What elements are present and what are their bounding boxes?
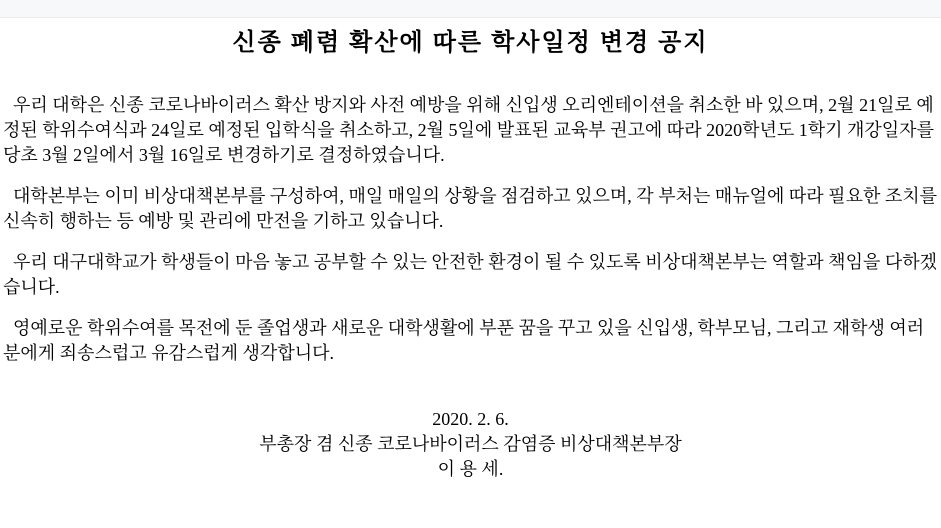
notice-body <box>0 93 941 366</box>
signature-name: 이 용 세. <box>437 459 504 479</box>
signature-title: 부총장 겸 신종 코로나바이러스 감염증 비상대책본부장 <box>259 434 682 454</box>
notice-paragraph: 영예로운 학위수여를 목전에 둔 졸업생과 새로운 대학생활에 부푼 꿈을 꾸고 있을 신입생, 학부모님, 그리고 재학생 여러분에게 죄송스럽고 유감스럽게 생각합니다. <box>3 318 925 363</box>
notice-paragraph: 우리 대구대학교가 학생들이 마음 놓고 공부할 수 있는 안전한 환경이 될 수 있도록 비상대책본부는 역할과 책임을 다하겠습니다. <box>3 252 938 297</box>
notice-title: 신종 폐렴 확산에 따른 학사일정 변경 공지 <box>232 30 709 56</box>
notice-paragraph: 대학본부는 이미 비상대책본부를 구성하여, 매일 매일의 상황을 점검하고 있으며, 각 부처는 매뉴얼에 따라 필요한 조치를 신속히 행하는 등 예방 및 관리에 만전을 기하고 있습니다. <box>3 186 938 231</box>
notice-paragraph: 우리 대학은 신종 코로나바이러스 확산 방지와 사전 예방을 위해 신입생 오리엔테이션을 취소한 바 있으며, 2월 21일로 예정된 학위수여식과 24일로 예정된 입학식을 취소하고, 2월 5일에 발표된 교육부 권고에 따라 2020학년도 1학기 개강일자를 당초 3월 2일에서 3월 16일로 변경하기로 결정하였습니다. <box>3 95 934 165</box>
closing-block <box>0 407 941 482</box>
top-bar <box>0 0 941 18</box>
notice-date: 2020. 2. 6. <box>432 409 509 429</box>
